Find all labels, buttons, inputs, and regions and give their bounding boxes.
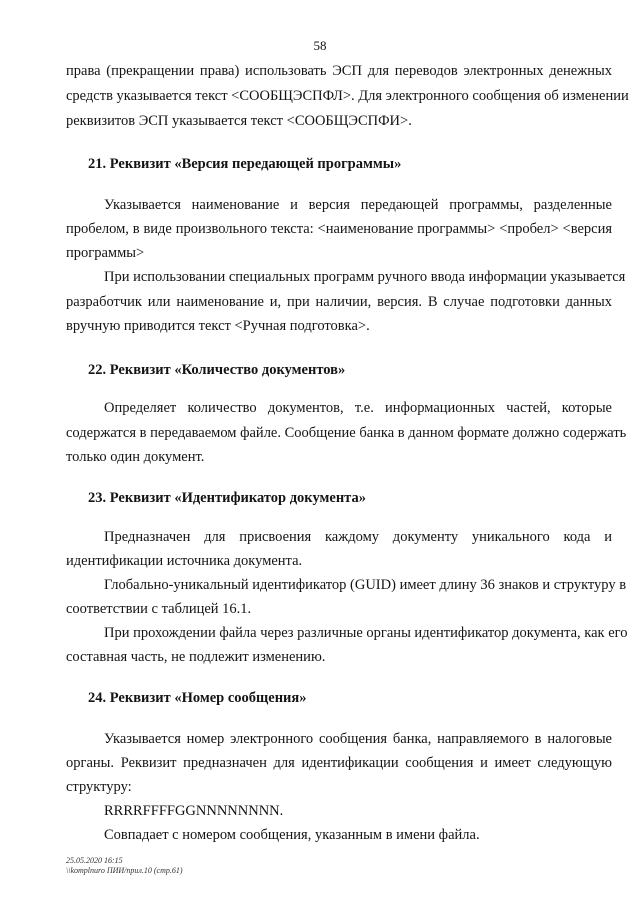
body-line: вручную приводится текст <Ручная подготовка>.: [66, 318, 370, 334]
body-line: Предназначен для присвоения каждому документу уникального кода и: [104, 529, 612, 545]
body-line: права (прекращении права) использовать ЭСП для переводов электронных денежных: [66, 63, 612, 79]
body-line: структуру:: [66, 779, 132, 795]
section-heading: 23. Реквизит «Идентификатор документа»: [88, 490, 366, 506]
body-line: Глобально-уникальный идентификатор (GUID) имеет длину 36 знаков и структуру в: [104, 577, 627, 593]
body-line: При использовании специальных программ ручного ввода информации указывается: [104, 269, 626, 285]
page-number: 58: [313, 38, 327, 53]
body-line: реквизитов ЭСП указывается текст <СООБЩЭСПФИ>.: [66, 113, 412, 129]
section-heading: 21. Реквизит «Версия передающей программы»: [88, 156, 402, 172]
section-heading: 24. Реквизит «Номер сообщения»: [88, 690, 307, 706]
body-line: органы. Реквизит предназначен для идентификации сообщения и имеет следующую: [66, 755, 612, 771]
body-line: Совпадает с номером сообщения, указанным в имени файла.: [104, 827, 480, 843]
body-line: соответствии с таблицей 16.1.: [66, 601, 252, 617]
body-line: только один документ.: [66, 449, 205, 465]
body-line: При прохождении файла через различные органы идентификатор документа, как его: [104, 625, 628, 641]
body-line: Указывается наименование и версия передающей программы, разделенные: [104, 197, 612, 213]
body-line: идентификации источника документа.: [66, 553, 303, 569]
footer-date: 25.05.2020 16:15: [66, 856, 123, 865]
body-line: составная часть, не подлежит изменению.: [66, 649, 326, 665]
body-line: средств указывается текст <СООБЩЭСПФЛ>. Для электронного сообщения об изменении: [66, 88, 629, 104]
body-line: пробелом, в виде произвольного текста: <наименование программы> <пробел> <версия: [66, 221, 612, 237]
section-heading: 22. Реквизит «Количество документов»: [88, 362, 346, 378]
body-line: Определяет количество документов, т.е. информационных частей, которые: [104, 400, 612, 416]
body-line: содержатся в передаваемом файле. Сообщение банка в данном формате должно содержать: [66, 425, 627, 441]
footer-path: \\komplnuro ПИИ/прил.10 (стр.61): [66, 866, 183, 875]
body-line: программы>: [66, 245, 145, 261]
body-line: RRRRFFFFGGNNNNNNNN.: [104, 803, 284, 819]
body-line: Указывается номер электронного сообщения банка, направляемого в налоговые: [104, 731, 612, 747]
body-line: разработчик или наименование и, при наличии, версия. В случае подготовки данных: [66, 294, 612, 310]
